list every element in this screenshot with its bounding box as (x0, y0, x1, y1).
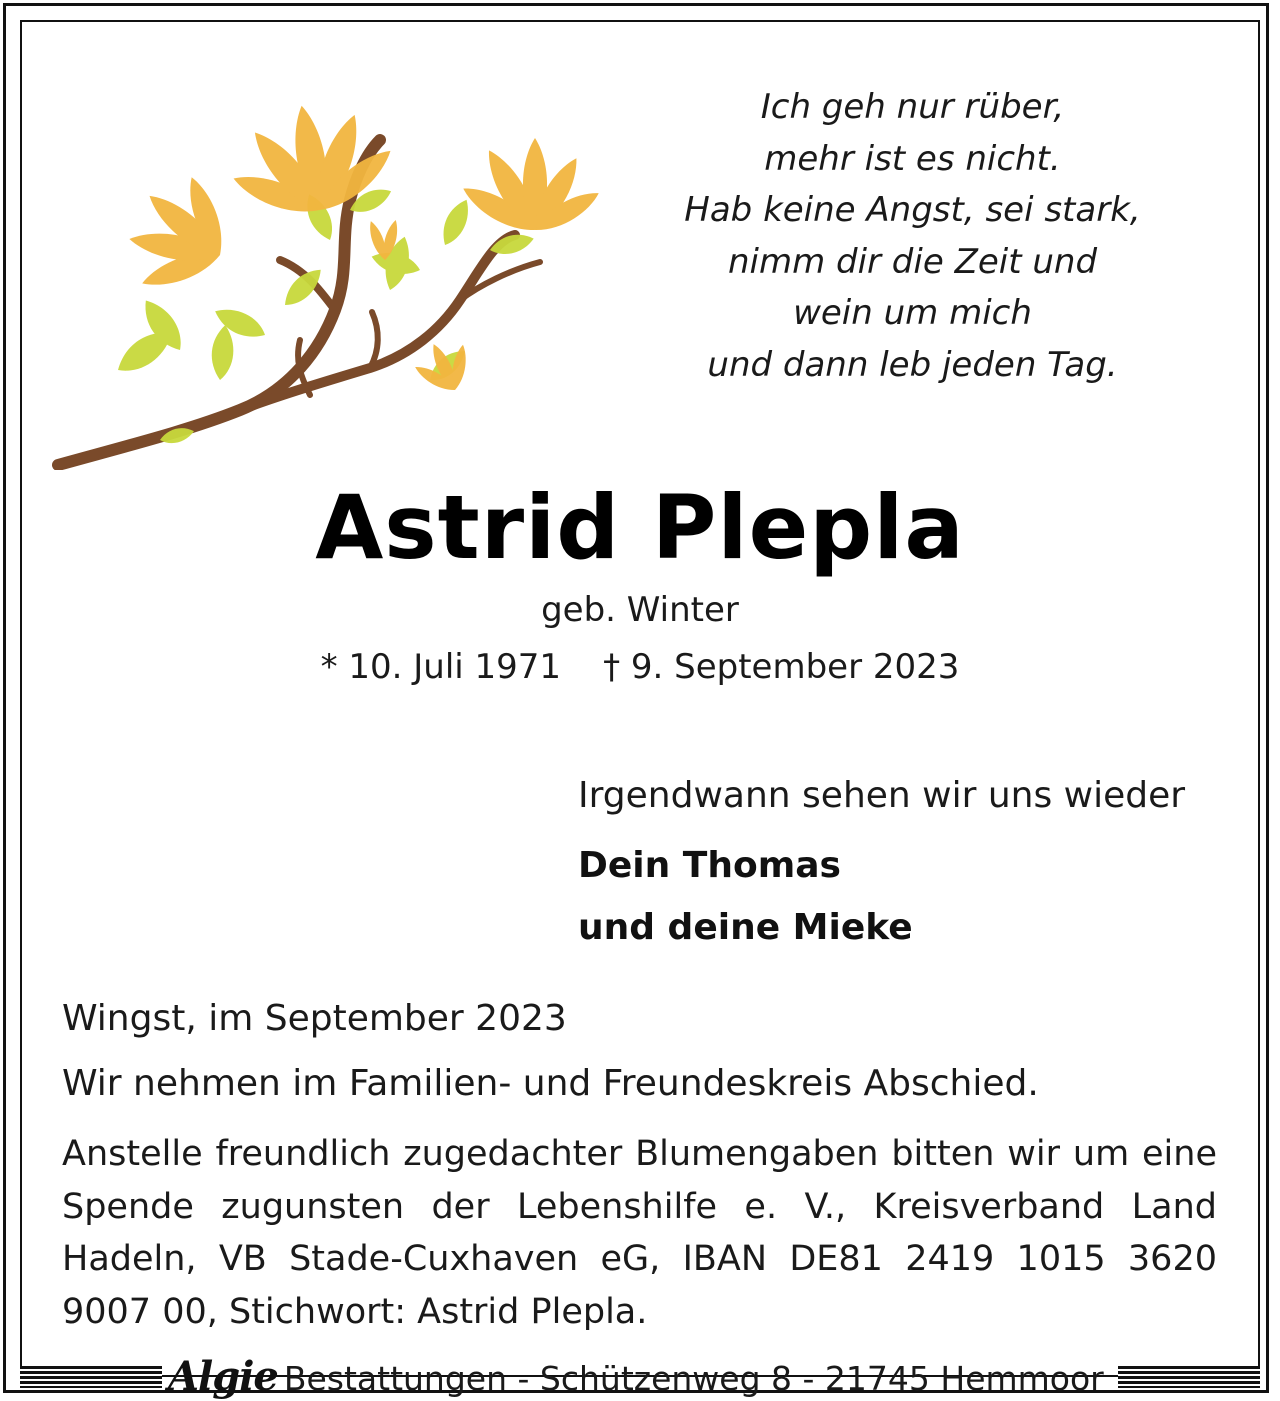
funeral-home-footer (0, 1355, 1280, 1399)
poem (640, 82, 1185, 392)
flower-branch-illustration (50, 50, 630, 470)
footer-text (168, 1355, 1104, 1399)
mourner-signature-1: Dein Thomas (578, 845, 841, 886)
poem-line: wein um mich (793, 293, 1032, 334)
footer-rule-left (20, 1366, 162, 1388)
poem-line: nimm dir die Zeit und (727, 241, 1098, 282)
death-date: † 9. September 2023 (603, 647, 960, 687)
poem-line: Ich geh nur rüber, (760, 87, 1065, 127)
footer-rule-right (1118, 1366, 1260, 1388)
farewell-note: Wir nehmen im Familien- und Freundeskreis Abschied. (62, 1063, 1039, 1104)
mourner-signature-2: und deine Mieke (578, 907, 913, 948)
poem-line: Hab keine Angst, sei stark, (684, 190, 1141, 231)
birth-name: geb. Winter (541, 590, 739, 630)
life-dates (0, 642, 1280, 692)
place-date: Wingst, im September 2023 (62, 998, 567, 1039)
mourner-motto: Irgendwann sehen wir uns wieder (578, 775, 1186, 816)
donation-request: Anstelle freundlich zugedachter Blumengaben bitten wir um eine Spende zugunsten der Lebenshilfe e. V., Kreisverband Land Hadeln, VB Stade-Cuxhaven eG, IBAN DE81 2419 1015 3620 9007 00, Stichwort: Astrid Plepla. (62, 1134, 1217, 1332)
funeral-home-logo: Algie (168, 1353, 278, 1400)
deceased-name: Astrid Plepla (315, 476, 965, 579)
funeral-home-address: Bestattungen - Schützenweg 8 - 21745 Hemmoor (283, 1359, 1104, 1398)
birth-date: * 10. Juli 1971 (320, 647, 562, 687)
poem-line: und dann leb jeden Tag. (707, 344, 1118, 385)
poem-line: mehr ist es nicht. (764, 138, 1061, 179)
